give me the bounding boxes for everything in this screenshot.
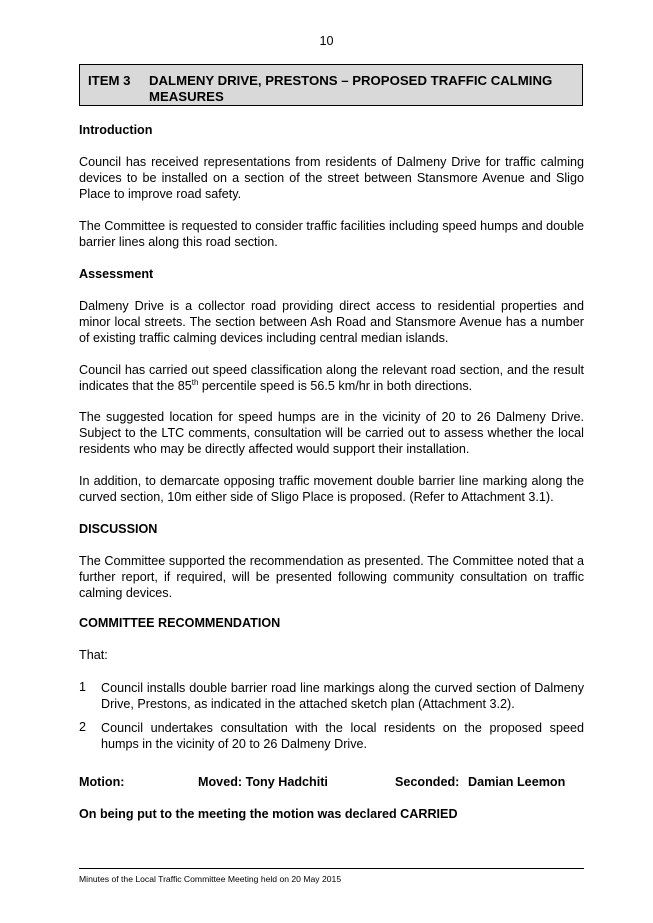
assessment-paragraph-4: In addition, to demarcate opposing traffic movement double barrier line marking along the curved section, 10m either side of Sligo Place is proposed. (Refer to Attachment 3.1).: [79, 474, 584, 505]
discussion-heading: DISCUSSION: [79, 522, 158, 536]
motion-label: Motion:: [79, 775, 125, 789]
assessment-paragraph-2: [79, 362, 584, 394]
footer-divider: [79, 868, 584, 869]
recommendation-number-1: 1: [79, 680, 87, 694]
introduction-paragraph-1: Council has received representations from residents of Dalmeny Drive for traffic calming devices to be installed on a section of the street between Stansmore Avenue and Sligo Place to improve road safety.: [79, 155, 584, 202]
item-number: ITEM 3: [88, 73, 131, 88]
recommendation-number-2: 2: [79, 720, 87, 734]
discussion-paragraph: The Committee supported the recommendation as presented. The Committee noted that a further report, if required, will be presented following community consultation on traffic calming devices.: [79, 554, 584, 601]
recommendation-intro: That:: [79, 648, 108, 662]
assessment-paragraph-3: The suggested location for speed humps are in the vicinity of 20 to 26 Dalmeny Drive. Subject to the LTC comments, consultation will be carried out to assess whether the local residents who may be directly affected would support their installation.: [79, 410, 584, 457]
assessment-p2-before: Council has carried out speed classification along the relevant road section, and the result indicates that the 85: [79, 363, 584, 394]
recommendation-heading: COMMITTEE RECOMMENDATION: [79, 616, 281, 630]
recommendation-text-1: Council installs double barrier road line markings along the curved section of Dalmeny Drive, Prestons, as indicated in the attached sketch plan (Attachment 3.2).: [101, 681, 584, 712]
motion-seconded-name: Damian Leemon: [468, 775, 566, 789]
recommendation-text-2: Council undertakes consultation with the local residents on the proposed speed humps in the vicinity of 20 to 26 Dalmeny Drive.: [101, 721, 584, 752]
introduction-heading: Introduction: [79, 123, 153, 137]
item-title: DALMENY DRIVE, PRESTONS – PROPOSED TRAFFIC CALMING MEASURES: [149, 73, 553, 104]
page-number: 10: [319, 34, 334, 48]
motion-seconded-label: Seconded:: [395, 775, 460, 789]
assessment-heading: Assessment: [79, 267, 154, 281]
motion-result: On being put to the meeting the motion was declared CARRIED: [79, 807, 458, 821]
superscript-th: th: [191, 378, 199, 388]
item-header-box: [79, 64, 583, 106]
motion-row: [79, 775, 584, 791]
footer-text: Minutes of the Local Traffic Committee Meeting held on 20 May 2015: [79, 874, 342, 884]
assessment-paragraph-1: Dalmeny Drive is a collector road providing direct access to residential properties and minor local streets. The section between Ash Road and Stansmore Avenue has a number of existing traffic calming devices including central median islands.: [79, 299, 584, 346]
introduction-paragraph-2: The Committee is requested to consider traffic facilities including speed humps and double barrier lines along this road section.: [79, 219, 584, 250]
assessment-p2-after: percentile speed is 56.5 km/hr in both directions.: [198, 379, 473, 394]
motion-moved: Moved: Tony Hadchiti: [198, 775, 328, 789]
